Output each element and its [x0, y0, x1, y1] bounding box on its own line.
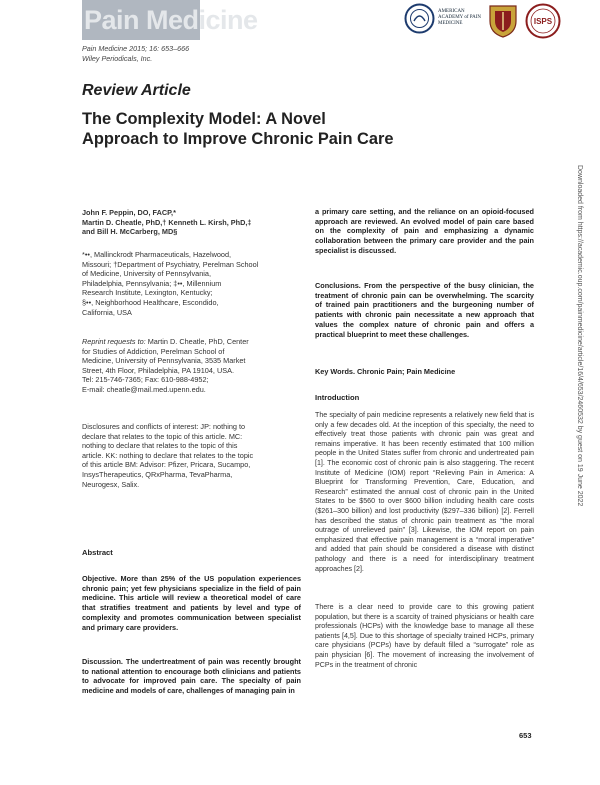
- affiliation-line: *••, Mallinckrodt Pharmaceuticals, Hazelwood,: [82, 250, 232, 259]
- disclosure-line: declare that relates to the topic of this article. MC:: [82, 431, 243, 441]
- publisher-line: Wiley Periodicals, Inc.: [82, 53, 153, 63]
- disclosure-line: Disclosures and conflicts of interest: JP: nothing to: [82, 422, 246, 431]
- reprint-line: Tel: 215-746-7365; Fax: 610-988-4952;: [82, 375, 209, 385]
- section-label: Review Article: [82, 82, 191, 99]
- abstract-objective: Objective. More than 25% of the US population experiences chronic pain; yet few physicians specialize in the field of pain medicine. This article will review a theoretical model of care that stratifies treatment and patients by level and type of complexity and promotes communication between specialist and primary care providers.: [82, 574, 301, 632]
- isps-seal-icon: [525, 3, 561, 39]
- affiliation-line: California, USA: [82, 307, 132, 317]
- affiliation-line: §••, Neighborhood Healthcare, Escondido,: [82, 297, 219, 307]
- download-notice: Downloaded from https://academic.oup.com/painmedicine/article/16/4/653/2460532 by guest on 19 June 2022: [576, 165, 583, 507]
- journal-name: Pain Medicine: [84, 5, 258, 35]
- article-title: [82, 109, 502, 149]
- reprint-requests: [82, 337, 301, 395]
- reprint-line: [82, 337, 301, 347]
- title-line: Approach to Improve Chronic Pain Care: [82, 130, 394, 148]
- affiliation-line: Missouri; †Department of Psychiatry, Perelman School: [82, 259, 259, 269]
- affiliations: [82, 250, 301, 317]
- reprint-line: Medicine, University of Pennsylvania, 3535 Market: [82, 356, 246, 366]
- journal-masthead: [82, 0, 258, 40]
- disclosure-line: Neurogesx, Salix.: [82, 479, 140, 489]
- author-line: John F. Peppin, DO, FACP,*: [82, 208, 176, 217]
- reprint-email: E-mail: cheatle@mail.med.upenn.edu.: [82, 384, 206, 394]
- author-line: Martin D. Cheatle, PhD,† Kenneth L. Kirsh, PhD,‡: [82, 217, 252, 227]
- journal-citation: [82, 44, 189, 63]
- reprint-label: Reprint requests to:: [82, 337, 146, 346]
- aapm-logo-icon: [404, 3, 435, 34]
- abstract-discussion-continued: a primary care setting, and the reliance on an opioid-focused approach are reviewed. An evolved model of pain care based on the complexity of pain and emphasizing a dynamic collaboration between the primary care provider and the pain specialist is discussed.: [315, 207, 534, 255]
- keywords: Key Words. Chronic Pain; Pain Medicine: [315, 367, 456, 376]
- author-line: and Bill H. McCarberg, MD§: [82, 227, 178, 237]
- page-number: 653: [519, 731, 532, 740]
- introduction-paragraph-1: The specialty of pain medicine represents a relatively new field that is only a few decades old. At the inception of this specialty, the need to effectively treat those patients with chronic pain was great and remains imperative. It has been recently estimated that 100 million people in the United States suffer from chronic and undertreated pain [1]. The economic cost of chronic pain is also staggering. The recent Institute of Medicine (IOM) report “Relieving Pain in America: A Blueprint for Transforming Prevention, Care, Education, and Research” estimated the annual cost of chronic pain in the United States to be $560 to over $600 billion including health care costs ($261–300 billion) and lost productivity ($297–336 billion) [2]. Ferrell has described the status of chronic pain treatment as “the moral outrage of unrelieved pain” [3]. Likewise, the IOM report on pain emphasized that effective pain management is a “moral imperative” and added that pain should be considered a disease with distinct pathology and there is a need for interdisciplinary treatment approaches [2].: [315, 411, 534, 573]
- isps-seal-text: ISPS: [533, 17, 553, 26]
- introduction-paragraph-2: There is a clear need to provide care to this growing patient population, but there is a scarcity of trained physicians or health care professionals (HCPs) with the knowledge base to manage all these patients [4,5]. Due to this shortage of specialty trained HCPs, primary care physicians (PCPs) have by default filled a “surrogate” role as pain physician [6]. The movement of increasing the involvement of PCPs in the treatment of chronic: [315, 603, 534, 669]
- introduction-heading: Introduction: [315, 393, 360, 402]
- disclosure-line: InsysTherapeutics, QRxPharma, TevaPharma,: [82, 469, 233, 479]
- disclosure-line: nothing to declare that relates to the topic of this: [82, 441, 238, 451]
- abstract-heading: Abstract: [82, 548, 113, 557]
- disclosure-line: of this article BM: Advisor: Pfizer, Pricara, Sucampo,: [82, 460, 251, 470]
- affiliation-line: of Medicine, University of Pennsylvania,: [82, 269, 211, 279]
- title-line: The Complexity Model: A Novel: [82, 110, 326, 128]
- reprint-text: Martin D. Cheatle, PhD, Center: [145, 337, 249, 346]
- affiliation-line: Research Institute, Lexington, Kentucky;: [82, 288, 213, 298]
- disclosure-line: article. KK: nothing to declare that relates to the topic: [82, 450, 254, 460]
- author-list: [82, 208, 301, 237]
- crest-icon: [487, 3, 519, 39]
- disclosures: [82, 422, 301, 489]
- abstract-conclusions: Conclusions. From the perspective of the busy clinician, the treatment of chronic pain can be overwhelming. The scarcity of trained pain practitioners and the burgeoning number of patients with chronic pain necessitate a new approach that values the complex nature of chronic pain and offers a practical blueprint to meet these challenges.: [315, 281, 534, 339]
- citation-line: Pain Medicine 2015; 16: 653–666: [82, 44, 190, 53]
- aapm-logo-text: AMERICAN ACADEMY of PAIN MEDICINE: [438, 9, 481, 26]
- reprint-line: for Studies of Addiction, Perelman School of: [82, 346, 225, 356]
- reprint-line: Street, 4th Floor, Philadelphia, PA 19104, USA.: [82, 365, 234, 375]
- abstract-discussion: Discussion. The undertreatment of pain was recently brought to national attention to encourage both clinicians and patients to advocate for improved pain care. The specialty of pain medicine and models of care, challenges of managing pain in: [82, 657, 301, 696]
- affiliation-line: Philadelphia, Pennsylvania; ‡••, Millennium: [82, 278, 222, 288]
